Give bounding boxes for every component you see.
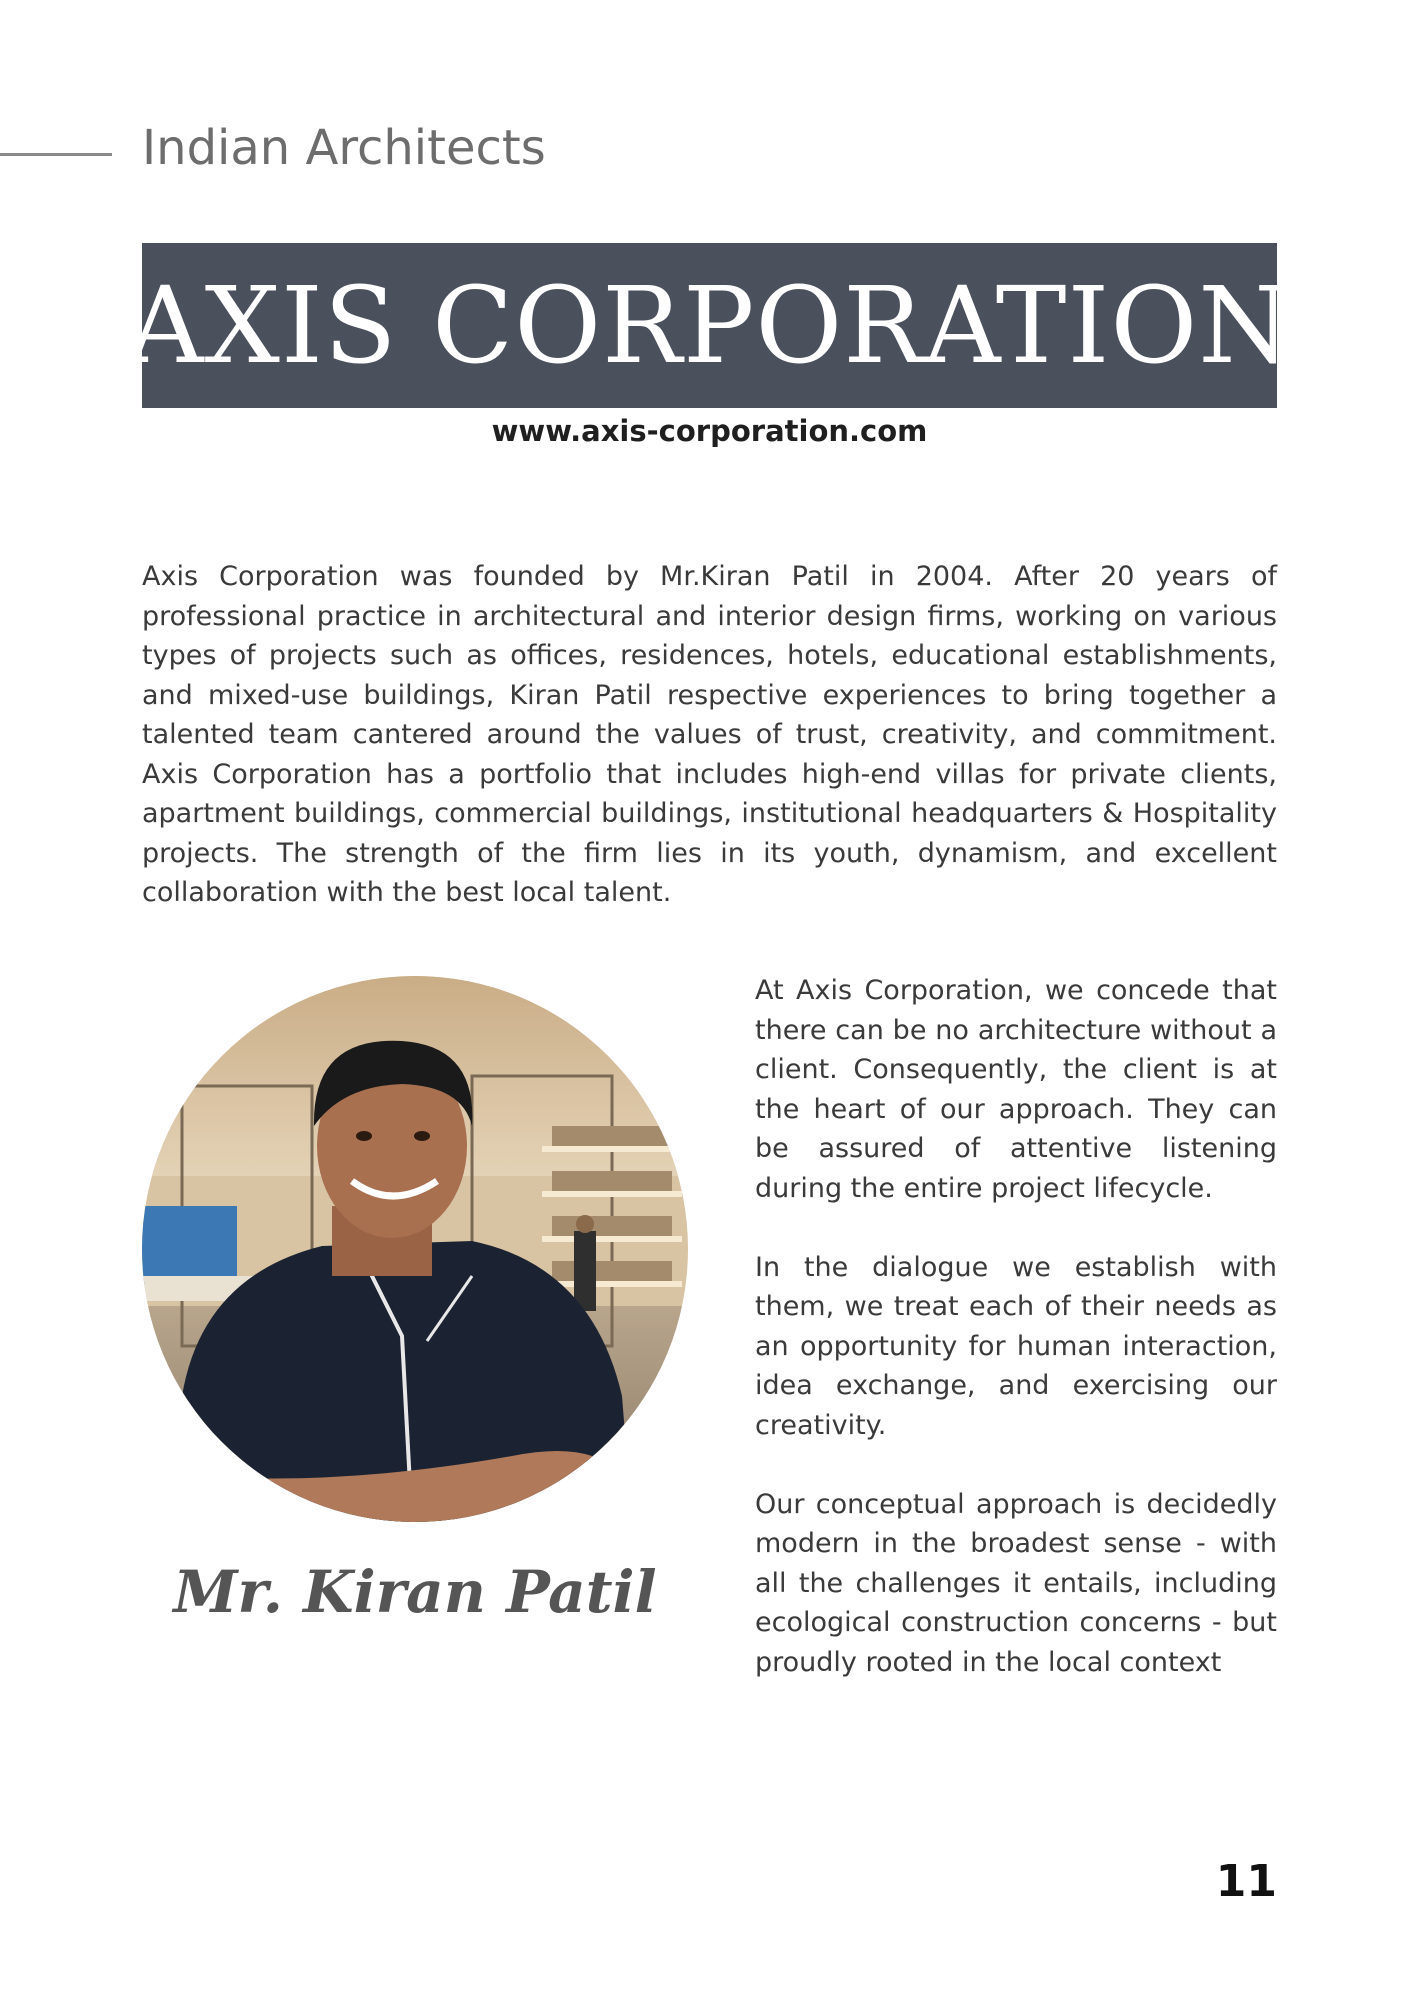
header-rule [0, 153, 112, 156]
website-link[interactable]: www.axis-corporation.com [491, 414, 928, 448]
approach-paragraph: In the dialogue we establish with them, we treat each of their needs as an opportunity for human interaction, idea exchange, and exercising our creativity. [755, 1251, 1277, 1441]
intro-paragraph: Axis Corporation was founded by Mr.Kiran Patil in 2004. After 20 years of professional practice in architectural and interior design firms, working on various types of projects such as offices, residences, hotels, educational establishments, and mixed-use buildings, Kiran Patil respective experiences to bring together a talented team cantered around the values of trust, creativity, and commitment. Axis Corporation has a portfolio that includes high-end villas for private clients, apartment buildings, commercial buildings, institutional headquarters & Hospitality projects. The strength of the firm lies in its youth, dynamism, and excellent collaboration with the best local talent. [142, 561, 1277, 908]
page-number: 11 [1215, 1856, 1277, 1907]
section-title: Indian Architects [142, 120, 546, 176]
company-name: AXIS CORPORATION [126, 264, 1293, 387]
approach-paragraph: At Axis Corporation, we concede that there can be no architecture without a client. Consequently, the client is at the heart of our approach. They can be assured of attentive listening during the entire project lifecycle. [755, 975, 1277, 1204]
portrait-illustration [142, 976, 688, 1522]
founder-signature: Mr. Kiran Patil [173, 1558, 657, 1626]
founder-portrait-photo [142, 976, 688, 1522]
company-title-banner [126, 243, 1293, 408]
approach-text-column [755, 971, 1277, 1682]
approach-paragraph: Our conceptual approach is decidedly modern in the broadest sense - with all the challenges it entails, including ecological construction concerns - but proudly rooted in the local context [755, 1488, 1277, 1678]
